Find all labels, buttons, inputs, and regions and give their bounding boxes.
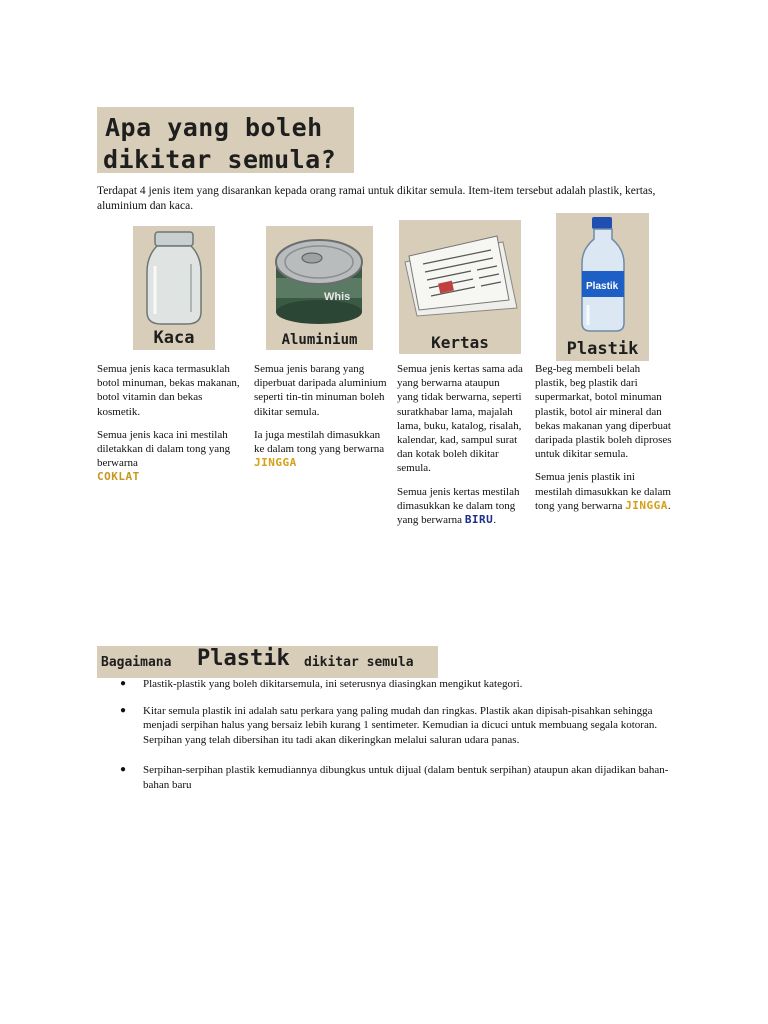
aluminium-bin-color: JINGGA xyxy=(254,456,297,470)
kertas-bin-text: Semua jenis kertas mestilah dimasukkan ke dalam tong yang berwarna xyxy=(397,485,520,527)
kaca-bin-color: COKLAT xyxy=(97,470,140,484)
section-title-main: Plastik xyxy=(197,646,290,671)
step-text: Plastik-plastik yang boleh dikitarsemula, ini seterusnya diasingkan mengikut kategori. xyxy=(143,678,523,690)
recycling-steps-list xyxy=(120,677,680,804)
list-item xyxy=(120,677,680,692)
svg-text:Plastik: Plastik xyxy=(586,281,619,292)
plastik-bin-color: JINGGA xyxy=(625,498,668,512)
title-line-2: dikitar semula? xyxy=(103,145,337,174)
kertas-bin-instruction xyxy=(397,485,523,528)
svg-text:Whis: Whis xyxy=(324,291,351,303)
column-plastik xyxy=(535,362,673,522)
newspaper-icon xyxy=(399,220,521,328)
kaca-bin-instruction xyxy=(97,428,247,485)
plastik-description: Beg-beg membeli belah plastik, beg plastik dari supermarkat, botol minuman plastik, botol air mineral dan bekas makanan yang diperbuat daripada plastik boleh diproses untuk dikitar semula. xyxy=(535,363,672,461)
column-kertas xyxy=(397,362,523,536)
aluminium-bin-instruction xyxy=(254,428,388,471)
step-text: Serpihan-serpihan plastik kemudiannya dibungkus untuk dijual (dalam bentuk serpihan) ataupun akan dijadikan bahan-bahan baru xyxy=(143,764,669,791)
glass-jar-icon xyxy=(133,226,215,330)
kertas-bin-suffix: . xyxy=(493,514,497,527)
column-aluminium xyxy=(254,362,388,479)
intro-paragraph: Terdapat 4 jenis item yang disarankan kepada orang ramai untuk dikitar semula. Item-item tersebut adalah plastik, kertas, aluminium dan kaca. xyxy=(97,185,656,212)
plastik-bin-instruction xyxy=(535,470,673,513)
section-plastik-banner xyxy=(97,646,438,678)
card-plastik xyxy=(556,213,649,361)
plastik-bin-suffix: . xyxy=(667,499,671,512)
kaca-description: Semua jenis kaca termasuklah botol minuman, bekas makanan, botol vitamin dan bekas kosmetik. xyxy=(97,363,240,418)
plastik-bin-text: Semua jenis plastik ini mestilah dimasukkan ke dalam tong yang berwarna xyxy=(535,471,671,512)
step-text: Kitar semula plastik ini adalah satu perkara yang paling mudah dan ringkas. Plastik akan dipisah-pisahkan sehingga menjadi serpihan halus yang bersaiz lebih kurang 1 sentimeter. Kemudian ia dicuci untuk membuang segala kotoran. Serpihan yang telah dibersihan itu tadi akan dikeringkan melalui saluran udara panas. xyxy=(143,704,658,746)
list-item xyxy=(120,704,680,748)
aluminium-description: Semua jenis barang yang diperbuat daripada aluminium seperti tin-tin minuman boleh dikitar semula. xyxy=(254,363,387,418)
card-kaca xyxy=(133,226,215,350)
kaca-bin-text: Semua jenis kaca ini mestilah diletakkan di dalam tong yang berwarna xyxy=(97,428,231,470)
title-line-1: Apa yang boleh xyxy=(105,113,323,142)
card-label-kaca: Kaca xyxy=(153,328,195,348)
bullet-icon: ● xyxy=(120,678,127,689)
column-kaca xyxy=(97,362,247,494)
bullet-icon: ● xyxy=(120,704,127,716)
kertas-bin-color: BIRU xyxy=(464,513,494,527)
title-banner xyxy=(97,107,354,173)
list-item xyxy=(120,763,680,792)
card-label-plastik: Plastik xyxy=(566,339,639,359)
aluminium-bin-text: Ia juga mestilah dimasukkan ke dalam tong yang berwarna xyxy=(254,428,385,456)
card-label-kertas: Kertas xyxy=(431,333,489,352)
card-aluminium xyxy=(266,226,373,350)
kertas-description: Semua jenis kertas sama ada yang berwarna ataupun yang tidak berwarna, seperti suratkhabar lama, majalah lama, buku, katalog, risalah, kalendar, kad, sampul surat dan kotak boleh dikitar semula. xyxy=(397,363,523,475)
card-label-aluminium: Aluminium xyxy=(281,332,358,348)
section-title-suffix: dikitar semula xyxy=(304,655,414,670)
card-kertas xyxy=(399,220,521,354)
section-title-prefix: Bagaimana xyxy=(101,655,172,670)
tin-can-icon xyxy=(266,226,373,330)
water-bottle-icon xyxy=(556,213,649,337)
bullet-icon: ● xyxy=(120,764,127,775)
